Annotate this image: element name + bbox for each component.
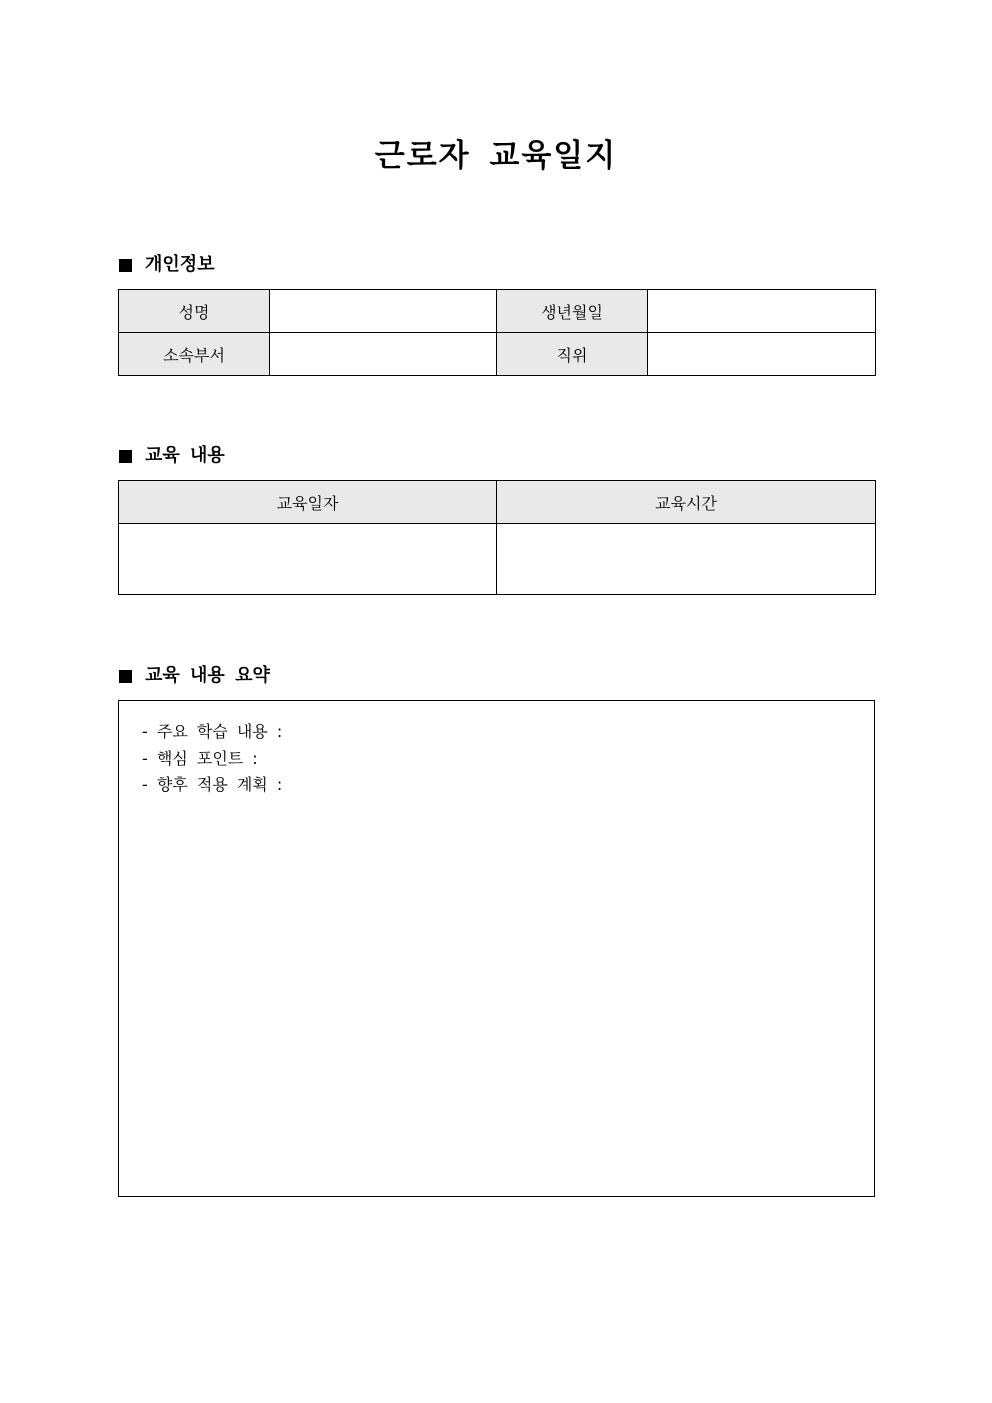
square-bullet-icon xyxy=(119,450,132,463)
summary-heading xyxy=(119,664,270,688)
square-bullet-icon xyxy=(119,670,132,683)
table-row xyxy=(119,524,876,595)
table-row xyxy=(119,481,876,524)
education-heading-label: 교육 내용 xyxy=(145,445,225,466)
education-time-label: 교육시간 xyxy=(497,481,876,524)
document-title: 근로자 교육일지 xyxy=(374,138,618,174)
table-row xyxy=(119,290,876,333)
name-field[interactable] xyxy=(270,290,497,333)
education-time-field[interactable] xyxy=(497,524,876,595)
position-label: 직위 xyxy=(497,333,648,376)
department-field[interactable] xyxy=(270,333,497,376)
department-label: 소속부서 xyxy=(119,333,270,376)
birthdate-label: 생년월일 xyxy=(497,290,648,333)
personal-info-heading-label: 개인정보 xyxy=(145,254,215,275)
square-bullet-icon xyxy=(119,259,132,272)
summary-heading-label: 교육 내용 요약 xyxy=(145,665,270,686)
education-heading xyxy=(119,444,225,468)
education-date-field[interactable] xyxy=(119,524,497,595)
education-date-label: 교육일자 xyxy=(119,481,497,524)
personal-info-heading xyxy=(119,253,215,277)
name-label: 성명 xyxy=(119,290,270,333)
summary-box[interactable] xyxy=(118,700,875,1197)
table-row xyxy=(119,333,876,376)
personal-info-table xyxy=(118,289,876,376)
summary-list xyxy=(119,701,874,799)
key-point-item: - 핵심 포인트 : xyxy=(142,748,258,768)
future-plan-item: - 향후 적용 계획 : xyxy=(142,775,283,794)
birthdate-field[interactable] xyxy=(648,290,876,333)
education-table xyxy=(118,480,876,595)
key-learning-item: - 주요 학습 내용 : xyxy=(142,722,283,741)
position-field[interactable] xyxy=(648,333,876,376)
